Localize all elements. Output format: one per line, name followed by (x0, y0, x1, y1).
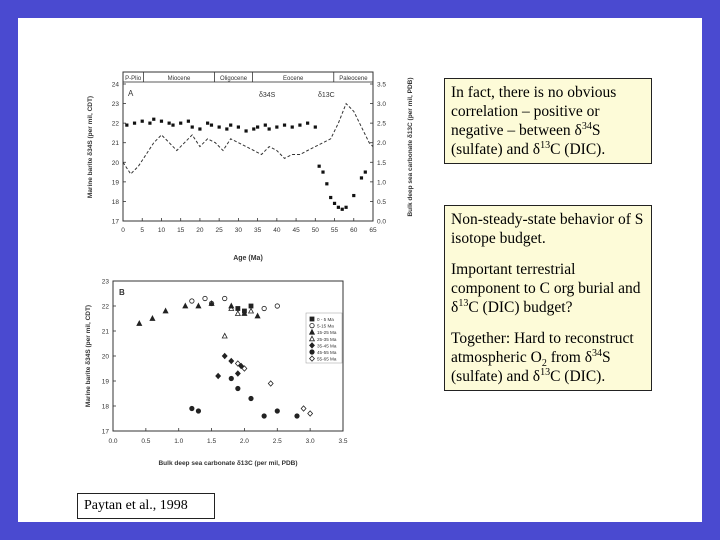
sulfur-isotope-point (352, 194, 355, 197)
legend-label: 45-55 Ma (317, 350, 337, 355)
text-box-interpretation (444, 205, 652, 391)
text-run: S (sulfate) and (451, 122, 601, 158)
annotation-sulfur: δ34S (259, 92, 276, 99)
x-tick-label-a: 35 (253, 227, 262, 234)
y-tick-label-left-a: 18 (111, 198, 119, 206)
scatter-point (308, 411, 313, 416)
delta-symbol: δ (532, 141, 541, 158)
sulfur-isotope-point (283, 124, 286, 127)
legend-label: 5-15 Ma (317, 323, 334, 329)
y-tick-label-b: 21 (101, 328, 109, 336)
y-tick-label-right-a: 2.0 (377, 140, 387, 148)
y-tick-label-right-a: 3.5 (377, 81, 387, 89)
sulfur-isotope-point (344, 206, 347, 209)
y-tick-label-b: 22 (101, 303, 109, 311)
scatter-point (268, 381, 273, 386)
y-axis-label-left-a: Marine barite δ34S (per mil, CDT) (87, 95, 94, 199)
y-tick-label-left-a: 20 (111, 159, 119, 167)
y-tick-label-b: 19 (101, 378, 109, 386)
y-axis-label-b: Marine barite δ34S (per mil, CDT) (85, 304, 92, 408)
scatter-point (190, 406, 194, 410)
y-tick-label-left-a: 24 (111, 81, 119, 89)
superscript: 13 (458, 297, 469, 309)
legend-marker (310, 350, 314, 354)
x-tick-label-a: 40 (273, 227, 281, 234)
scatter-point (295, 414, 299, 418)
sulfur-isotope-point (141, 120, 144, 123)
sulfur-isotope-point (252, 127, 255, 130)
sulfur-isotope-point (275, 125, 278, 128)
scatter-point (236, 307, 240, 311)
scatter-point (229, 358, 234, 363)
epoch-label: Miocene (167, 76, 191, 82)
x-tick-label-a: 0 (121, 227, 125, 234)
sulfur-isotope-point (314, 125, 317, 128)
sulfur-isotope-point (306, 122, 309, 125)
sulfur-isotope-point (268, 127, 271, 130)
scatter-point (196, 409, 200, 413)
y-tick-label-left-a: 23 (111, 101, 119, 109)
superscript: 34 (581, 120, 592, 132)
scatter-point (183, 303, 188, 308)
sulfur-isotope-point (264, 124, 267, 127)
epoch-label: Oligocene (220, 76, 248, 82)
sulfur-isotope-point (225, 127, 228, 130)
x-tick-label-a: 60 (350, 227, 358, 234)
sulfur-isotope-point (325, 182, 328, 185)
x-tick-label-b: 0.0 (108, 438, 118, 445)
delta-symbol: δ (532, 368, 541, 385)
scatter-point (249, 304, 253, 308)
x-tick-label-b: 2.0 (239, 438, 249, 445)
x-tick-label-b: 2.5 (272, 438, 282, 445)
sulfur-isotope-point (179, 122, 182, 125)
scatter-point (235, 371, 240, 376)
x-tick-label-a: 50 (311, 227, 319, 234)
delta-symbol: δ (574, 122, 582, 139)
scatter-point (275, 409, 279, 413)
scatter-point (235, 311, 240, 316)
sulfur-isotope-point (244, 129, 247, 132)
text-run: Together: Hard to reconstruct atmospheric O (451, 330, 634, 366)
sulfur-isotope-point (187, 120, 190, 123)
x-tick-label-a: 10 (157, 227, 166, 234)
scatter-point (203, 296, 207, 300)
x-tick-label-b: 3.5 (338, 438, 348, 445)
epoch-label: Paleocene (339, 76, 368, 82)
x-tick-label-b: 0.5 (141, 438, 151, 445)
x-axis-label-b: Bulk deep sea carbonate δ13C (per mil, PDB) (158, 460, 298, 467)
text-run: In fact, there is no obvious correlation – positive or negative – between (451, 84, 617, 139)
x-tick-label-a: 15 (177, 227, 185, 234)
sulfur-isotope-point (291, 125, 294, 128)
scatter-point (255, 313, 260, 318)
citation: Paytan et al., 1998 (77, 493, 215, 519)
sulfur-isotope-point (360, 176, 363, 179)
epoch-bar (123, 72, 373, 82)
sulfur-isotope-point (333, 202, 336, 205)
slide (18, 18, 702, 522)
x-tick-label-b: 1.0 (174, 438, 184, 445)
epoch-label: P-Plio (125, 76, 142, 82)
text-run: from (546, 349, 585, 366)
sulfur-isotope-point (329, 196, 332, 199)
sulfur-isotope-point (133, 122, 136, 125)
sulfur-isotope-point (321, 170, 324, 173)
carbon-isotope-line (123, 104, 373, 174)
scatter-point (150, 316, 155, 321)
scatter-point (216, 373, 221, 378)
text-run: C (DIC) budget? (468, 299, 573, 316)
legend-label: 35-45 Ma (317, 343, 337, 349)
scatter-point (137, 321, 142, 326)
x-tick-label-a: 65 (369, 227, 377, 234)
y-tick-label-b: 23 (101, 278, 109, 286)
epoch-label: Eocene (283, 76, 304, 82)
scatter-point (249, 396, 253, 400)
sulfur-isotope-point (198, 127, 201, 130)
delta-symbol: δ (584, 349, 593, 366)
y-tick-label-b: 20 (101, 353, 109, 361)
annotation-carbon: δ13C (318, 92, 335, 99)
paragraph-together (451, 329, 645, 386)
sulfur-isotope-point (125, 124, 128, 127)
sulfur-isotope-point (318, 165, 321, 168)
scatter-point (249, 308, 254, 313)
legend-label: 0 - 5 Ma (317, 317, 334, 322)
chart-panel-a (78, 66, 418, 266)
y-tick-label-left-a: 17 (111, 218, 119, 226)
y-axis-label-right-a: Bulk deep sea carbonate δ13C (per mil, PDB) (407, 77, 414, 217)
y-tick-label-right-a: 0.5 (377, 198, 387, 206)
scatter-point (190, 299, 194, 303)
y-tick-label-right-a: 1.0 (377, 179, 387, 187)
sulfur-isotope-point (191, 125, 194, 128)
x-tick-label-b: 3.0 (305, 438, 315, 445)
paragraph-non-steady-state: Non-steady-state behavior of S isotope budget. (451, 211, 644, 247)
scatter-point (275, 304, 279, 308)
panel-label-b: B (119, 288, 125, 297)
x-axis-label-a: Age (Ma) (233, 255, 263, 262)
text-run: C (DIC). (550, 141, 606, 158)
y-tick-label-right-a: 2.5 (377, 120, 387, 128)
y-tick-label-left-a: 21 (111, 140, 119, 148)
scatter-point (196, 303, 201, 308)
sulfur-isotope-point (171, 124, 174, 127)
y-tick-label-right-a: 1.5 (377, 159, 387, 167)
sulfur-isotope-point (148, 122, 151, 125)
x-tick-label-a: 55 (330, 227, 339, 234)
legend-marker (310, 317, 314, 321)
y-tick-label-left-a: 22 (111, 120, 119, 128)
x-tick-label-a: 45 (292, 227, 300, 234)
delta-symbol: δ (451, 299, 459, 316)
y-tick-label-right-a: 3.0 (377, 101, 387, 109)
sulfur-isotope-point (160, 120, 163, 123)
sulfur-isotope-point (152, 118, 155, 121)
sulfur-isotope-point (218, 125, 221, 128)
scatter-point (229, 376, 233, 380)
sulfur-isotope-point (206, 122, 209, 125)
x-tick-label-a: 5 (140, 227, 145, 234)
sulfur-isotope-point (364, 170, 367, 173)
plot-area-a (123, 72, 373, 221)
sulfur-isotope-point (341, 208, 344, 211)
y-tick-label-left-a: 19 (111, 179, 119, 187)
panel-label-a: A (128, 89, 134, 98)
x-tick-label-b: 1.5 (207, 438, 217, 445)
text-run: C (DIC). (550, 368, 606, 385)
legend-label: 55-65 Ma (317, 356, 337, 362)
legend-label: 25-35 Ma (317, 336, 337, 342)
superscript: 34 (592, 347, 603, 359)
superscript: 13 (540, 366, 551, 378)
scatter-point (262, 306, 266, 310)
x-tick-label-a: 30 (234, 227, 243, 234)
scatter-point (163, 308, 168, 313)
scatter-point (223, 296, 227, 300)
sulfur-isotope-point (229, 124, 232, 127)
sulfur-isotope-point (210, 124, 213, 127)
subscript: 2 (541, 358, 547, 370)
scatter-point (222, 333, 227, 338)
sulfur-isotope-point (337, 206, 340, 209)
text-run: S (sulfate) and (451, 349, 611, 385)
scatter-point (236, 386, 240, 390)
legend-label: 15-25 Ma (317, 330, 337, 336)
x-tick-label-a: 25 (215, 227, 223, 234)
sulfur-isotope-point (168, 122, 171, 125)
y-tick-label-b: 18 (101, 403, 109, 411)
text-box-correlation (444, 78, 652, 164)
scatter-point (301, 406, 306, 411)
y-tick-label-right-a: 0.0 (377, 218, 387, 226)
chart-panel-b (78, 273, 378, 478)
sulfur-isotope-point (256, 125, 259, 128)
text-run: Important terrestrial component to C org burial and (451, 261, 641, 297)
sulfur-isotope-point (298, 124, 301, 127)
scatter-point (222, 353, 227, 358)
scatter-point (262, 414, 266, 418)
sulfur-isotope-point (237, 125, 240, 128)
paragraph-terrestrial (451, 260, 645, 317)
x-tick-label-a: 20 (196, 227, 204, 234)
correlation-paragraph (451, 83, 645, 159)
y-tick-label-b: 17 (101, 428, 109, 436)
superscript: 13 (540, 139, 551, 151)
